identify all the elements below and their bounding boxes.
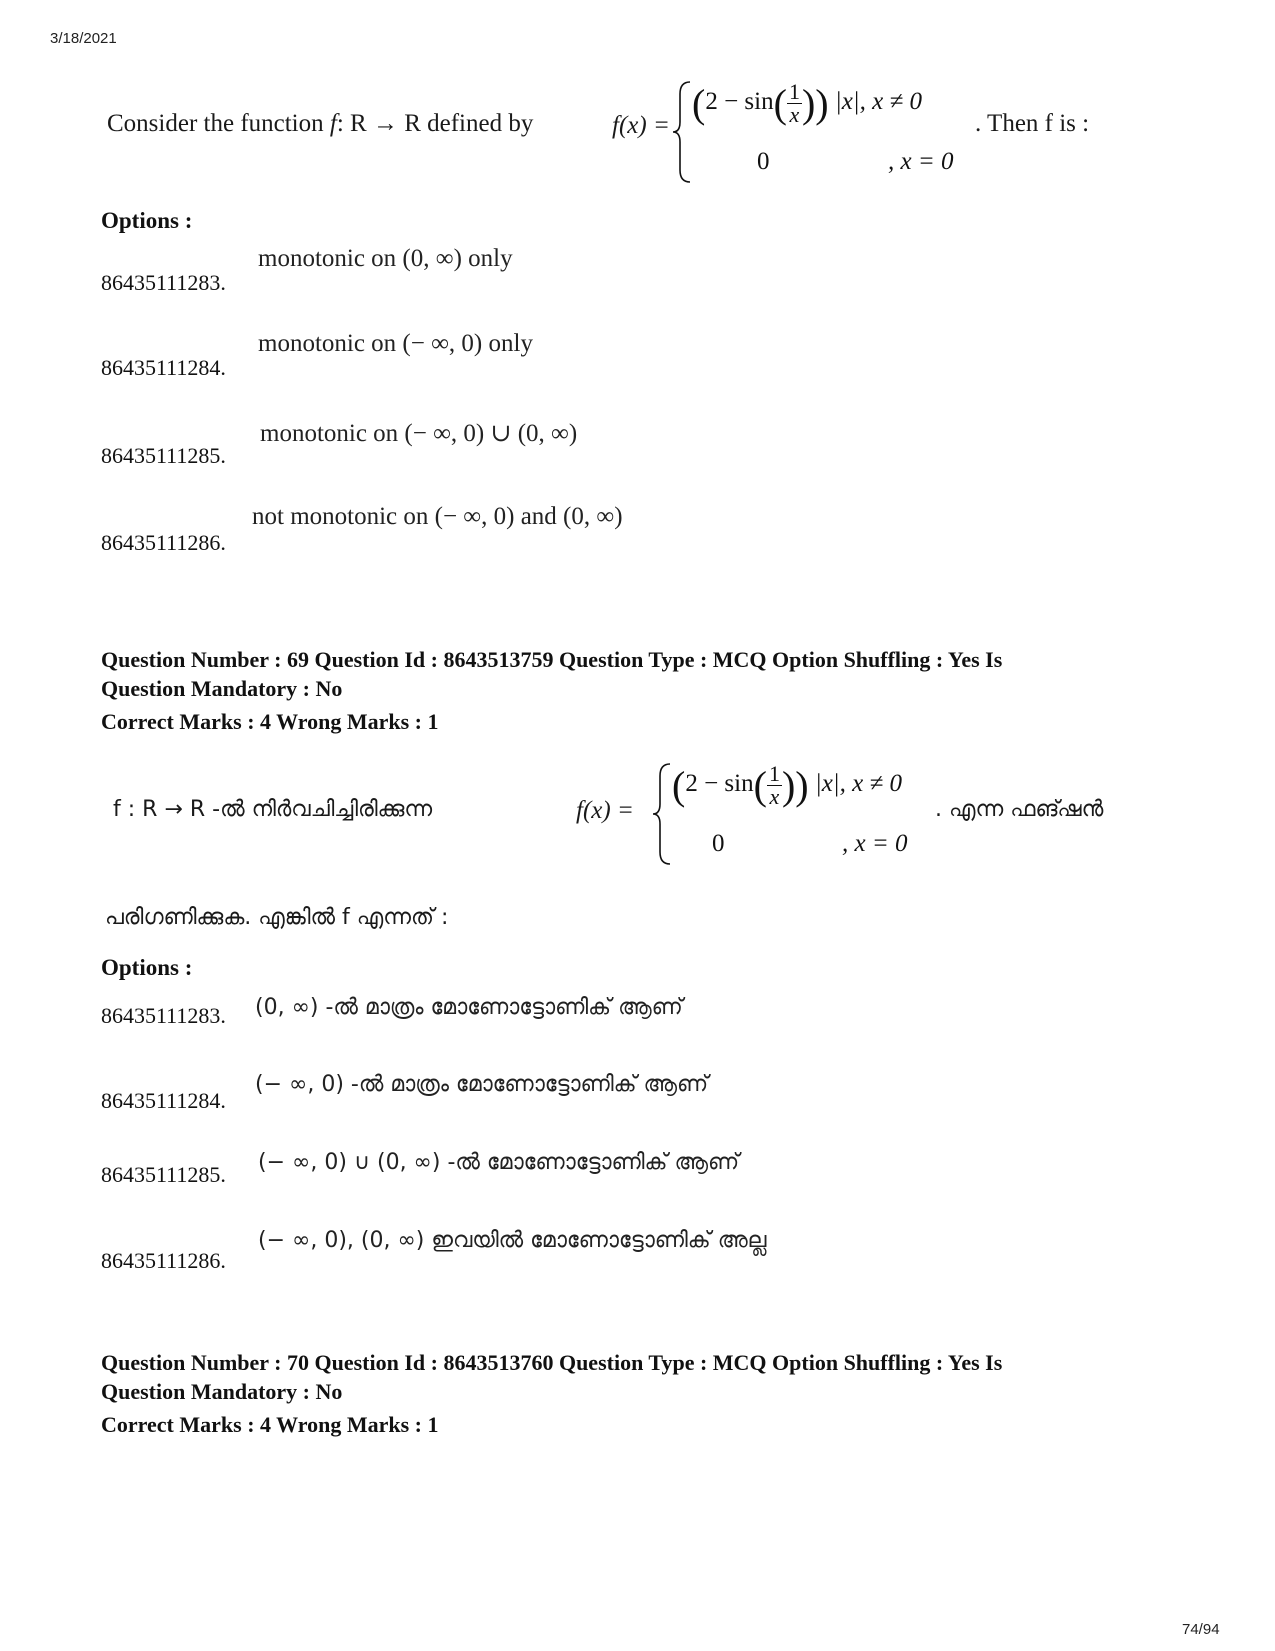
meta-line-1: Question Number : 69 Question Id : 8643513759 Question Type : MCQ Option Shuffling : Yes Is [101,647,1003,672]
case2-condition: , x = 0 [842,830,908,857]
stem-fx: f(x) = [612,112,670,139]
option-text: (− ∞, 0) ∪ (0, ∞) -ൽ മോണോട്ടോണിക് ആണ് [258,1150,740,1175]
case1-condition: |x|, x ≠ 0 [814,770,902,798]
open-paren: ( [692,81,706,126]
option-id: 86435111286. [101,1248,226,1273]
stem-prefix: Consider the function [107,110,324,137]
question-stem-text [107,110,533,138]
stem-f: f [329,110,337,137]
case1-condition: |x|, x ≠ 0 [834,88,922,116]
stem-right-malayalam: . എന്ന ഫങ്ഷൻ [935,797,1104,822]
print-date: 3/18/2021 [50,30,117,47]
option-id: 86435111285. [101,443,226,468]
case1-expr: 2 − sin [705,88,774,116]
option-id: 86435111284. [101,355,226,380]
case2-value: 0 [712,830,725,857]
option-text: (− ∞, 0), (0, ∞) ഇവയിൽ മോണോട്ടോണിക് അല്ല [258,1228,767,1253]
question-stem-malayalam: f : R → R -ൽ നിർവചിച്ചിരിക്കുന്ന [113,797,433,822]
meta-line-2: Question Mandatory : No [101,1379,343,1404]
stem-suffix: . Then f is : [975,110,1090,137]
page-number: 74/94 [1182,1621,1220,1638]
case2-condition: , x = 0 [888,148,954,175]
meta-line-2: Question Mandatory : No [101,676,343,701]
case2-value: 0 [757,148,770,175]
piecewise-case-1: (2 − sin( $\frac{1}{x}$ )) |x|, x ≠ 0 [692,79,922,127]
option-id: 86435111286. [101,530,226,555]
stem-map: : R → R defined by [336,110,534,137]
option-text: (0, ∞) -ൽ മാത്രം മോണോട്ടോണിക് ആണ് [255,995,683,1020]
piecewise-brace [672,80,692,184]
marks-line: Correct Marks : 4 Wrong Marks : 1 [101,709,439,734]
piecewise-case-1: (2 − sin( $\frac{1}{x}$ )) |x|, x ≠ 0 [672,761,902,809]
piecewise-brace [652,762,672,866]
options-label: Options : [101,208,193,233]
question-meta [101,1348,1181,1406]
marks-line: Correct Marks : 4 Wrong Marks : 1 [101,1412,439,1437]
option-id: 86435111285. [101,1162,226,1187]
option-text: (− ∞, 0) -ൽ മാത്രം മോണോട്ടോണിക് ആണ് [255,1072,709,1097]
option-text: not monotonic on (− ∞, 0) and (0, ∞) [252,503,623,530]
option-text: monotonic on (0, ∞) only [258,245,513,272]
fraction-1-over-x: $\frac{1}{x}$ [788,79,800,127]
option-id: 86435111284. [101,1088,226,1113]
stem-fx: f(x) = [576,797,634,824]
stem-line-2-malayalam: പരിഗണിക്കുക. എങ്കിൽ f എന്നത് : [105,905,449,930]
option-id: 86435111283. [101,270,226,295]
question-meta [101,645,1181,703]
fraction-1-over-x: $\frac{1}{x}$ [768,761,780,809]
option-text: monotonic on (− ∞, 0) only [258,330,533,357]
options-label: Options : [101,955,193,980]
option-text: monotonic on (− ∞, 0) ∪ (0, ∞) [260,420,578,447]
option-id: 86435111283. [101,1003,226,1028]
case1-expr: 2 − sin [685,770,754,798]
meta-line-1: Question Number : 70 Question Id : 8643513760 Question Type : MCQ Option Shuffling : Yes Is [101,1350,1003,1375]
